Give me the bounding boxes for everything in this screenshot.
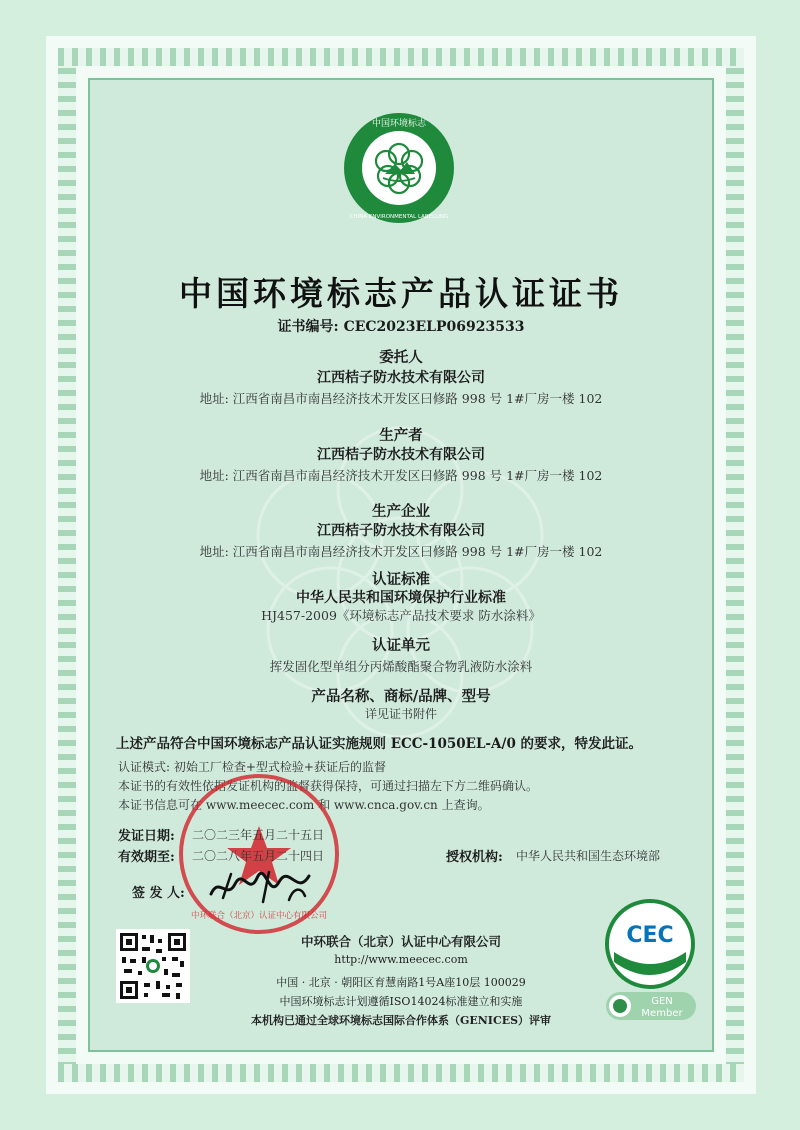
standard-code: HJ457-2009《环境标志产品技术要求 防水涂料》 [261, 608, 541, 623]
gen-member-badge [606, 992, 696, 1020]
cec-badge-icon [604, 898, 696, 990]
issue-date-value: 二〇二三年五月二十五日 [192, 828, 325, 842]
logo-ring-text: 中国环境标志 [371, 119, 427, 129]
authority-value: 中华人民共和国生态环境部 [516, 849, 661, 863]
authority-label: 授权机构: [446, 850, 503, 865]
signer-label: 签 发 人: [132, 886, 185, 901]
note-certification-mode: 认证模式: 初始工厂检查+型式检验+获证后的监督 [118, 760, 386, 774]
client-address: 地址: 江西省南昌市南昌经济技术开发区曰修路 998 号 1#厂房一楼 102 [199, 391, 603, 406]
china-environmental-label-logo [343, 112, 455, 224]
footer-organization: 中环联合（北京）认证中心有限公司 [300, 934, 501, 949]
logo-ring-text-en: CHINA ENVIRONMENTAL LABELLING [349, 214, 449, 220]
certificate-title: 中国环境标志产品认证证书 [179, 274, 623, 313]
footer-address: 中国 · 北京 · 朝阳区育慧南路1号A座10层 100029 [276, 976, 526, 989]
producer-label: 生产者 [379, 427, 423, 444]
standard-label: 认证标准 [372, 571, 430, 588]
product-label: 产品名称、商标/品牌、型号 [311, 688, 491, 705]
footer-url[interactable]: http://www.meecec.com [334, 953, 468, 966]
stamp-text: 中环联合（北京）认证中心有限公司 [190, 911, 328, 921]
cec-badge-text: CEC [626, 923, 674, 948]
gen-badge-text: GEN [651, 996, 673, 1007]
gen-member-text: Member [641, 1008, 683, 1019]
standard-name: 中华人民共和国环境保护行业标准 [296, 590, 506, 606]
footer-iso-note: 中国环境标志计划遵循ISO14024标准建立和实施 [279, 995, 523, 1008]
note-validity: 本证书的有效性依据发证机构的监督获得保持，可通过扫描左下方二维码确认。 [118, 779, 539, 793]
expiry-date-label: 有效期至: [118, 850, 175, 865]
manufacturer-address: 地址: 江西省南昌市南昌经济技术开发区曰修路 998 号 1#厂房一楼 102 [199, 544, 603, 559]
unit-value: 挥发固化型单组分丙烯酸酯聚合物乳液防水涂料 [269, 659, 533, 674]
client-label: 委托人 [379, 349, 423, 366]
client-name: 江西桔子防水技术有限公司 [317, 370, 485, 386]
manufacturer-label: 生产企业 [372, 503, 430, 520]
product-value: 详见证书附件 [364, 707, 437, 721]
expiry-date-value: 二〇二八年五月二十四日 [192, 849, 325, 863]
note-query: 本证书信息可在 www.meecec.com 和 www.cnca.gov.cn 上查询。 [118, 798, 490, 812]
certificate-number: 证书编号: CEC2023ELP06923533 [277, 319, 525, 335]
unit-label: 认证单元 [372, 637, 430, 654]
producer-address: 地址: 江西省南昌市南昌经济技术开发区曰修路 998 号 1#厂房一楼 102 [199, 468, 603, 483]
handwritten-signature [205, 866, 315, 906]
producer-name: 江西桔子防水技术有限公司 [317, 447, 485, 463]
manufacturer-name: 江西桔子防水技术有限公司 [317, 523, 485, 539]
footer-genices-note: 本机构已通过全球环境标志国际合作体系（GENICES）评审 [250, 1014, 552, 1027]
certificate-statement: 上述产品符合中国环境标志产品认证实施规则 ECC-1050EL-A/0 的要求，特发此证。 [116, 736, 643, 752]
issue-date-label: 发证日期: [118, 829, 175, 844]
